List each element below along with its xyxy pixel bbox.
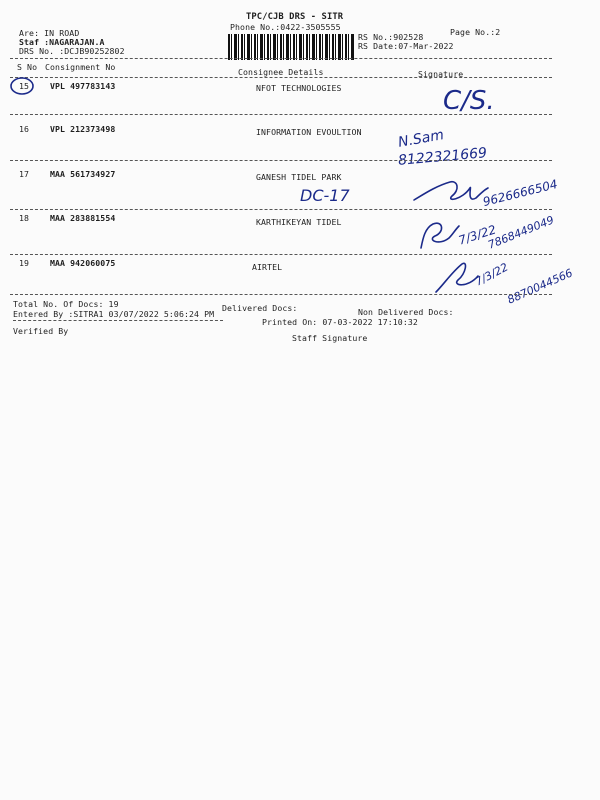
non-delivered-docs: Non Delivered Docs: bbox=[358, 307, 454, 317]
handwritten-code: DC-17 bbox=[300, 186, 350, 205]
divider bbox=[13, 320, 223, 321]
row-consignment: VPL 212373498 bbox=[50, 124, 116, 134]
printed-on: Printed On: 07-03-2022 17:10:32 bbox=[262, 317, 418, 327]
row-consignment: MAA 942060075 bbox=[50, 258, 116, 268]
page-number: Page No.:2 bbox=[450, 27, 501, 37]
divider bbox=[10, 294, 552, 295]
handwritten-date: 7/3/22 bbox=[456, 222, 498, 248]
row-consignee: GANESH TIDEL PARK bbox=[256, 172, 342, 182]
handwritten-cs-note: C/S. bbox=[443, 86, 495, 116]
row-consignment: MAA 283881554 bbox=[50, 213, 116, 223]
verified-by: Verified By bbox=[13, 326, 69, 336]
rs-number: RS No.:902528 bbox=[358, 32, 424, 42]
row-sno: 19 bbox=[19, 258, 30, 268]
divider bbox=[10, 209, 552, 210]
rs-date: RS Date:07-Mar-2022 bbox=[358, 41, 454, 51]
column-header-sno: S No bbox=[17, 62, 38, 72]
phone-number: Phone No.:0422-3505555 bbox=[230, 22, 341, 32]
handwritten-signature bbox=[415, 218, 461, 254]
row-consignee: NFOT TECHNOLOGIES bbox=[256, 83, 342, 93]
circled-number-mark bbox=[8, 76, 36, 96]
row-consignee: AIRTEL bbox=[252, 262, 283, 272]
row-sno: 16 bbox=[19, 124, 30, 134]
handwritten-phone-number: 7868449049 bbox=[486, 213, 556, 252]
row-sno: 17 bbox=[19, 169, 30, 179]
drs-number: DRS No. :DCJB90252802 bbox=[19, 46, 125, 56]
document-title: TPC/CJB DRS - SITR bbox=[246, 12, 344, 22]
row-consignment: MAA 561734927 bbox=[50, 169, 116, 179]
divider bbox=[10, 114, 552, 115]
column-header-consignment: Consignment No bbox=[45, 62, 116, 72]
entered-by: Entered By :SITRA1 03/07/2022 5:06:24 PM bbox=[13, 309, 215, 319]
row-consignee: INFORMATION EVOULTION bbox=[256, 127, 362, 137]
barcode bbox=[228, 34, 354, 60]
handwritten-phone-number: 8122321669 bbox=[397, 145, 488, 169]
divider bbox=[10, 58, 552, 59]
row-consignee: KARTHIKEYAN TIDEL bbox=[256, 217, 342, 227]
handwritten-phone-number: 9626666504 bbox=[481, 176, 559, 210]
handwritten-phone-number: 8870044566 bbox=[505, 266, 575, 307]
row-sno: 15 bbox=[19, 81, 30, 91]
area-label: Are: IN ROAD bbox=[19, 28, 80, 38]
row-sno: 18 bbox=[19, 213, 30, 223]
column-header-consignee: Consignee Details bbox=[238, 67, 324, 77]
delivered-docs: Delivered Docs: bbox=[222, 303, 298, 313]
handwritten-signature bbox=[410, 176, 490, 208]
handwritten-date: 7/3/22 bbox=[473, 260, 511, 289]
divider bbox=[10, 254, 552, 255]
staff-signature: Staff Signature bbox=[292, 333, 368, 343]
handwritten-recipient-name: N.Sam bbox=[396, 127, 446, 151]
row-consignment: VPL 497783143 bbox=[50, 81, 116, 91]
divider bbox=[10, 160, 552, 161]
staff-name: Staf :NAGARAJAN.A bbox=[19, 37, 105, 47]
total-docs: Total No. Of Docs: 19 bbox=[13, 299, 119, 309]
divider bbox=[10, 77, 552, 78]
column-header-signature: Signature bbox=[418, 69, 464, 79]
